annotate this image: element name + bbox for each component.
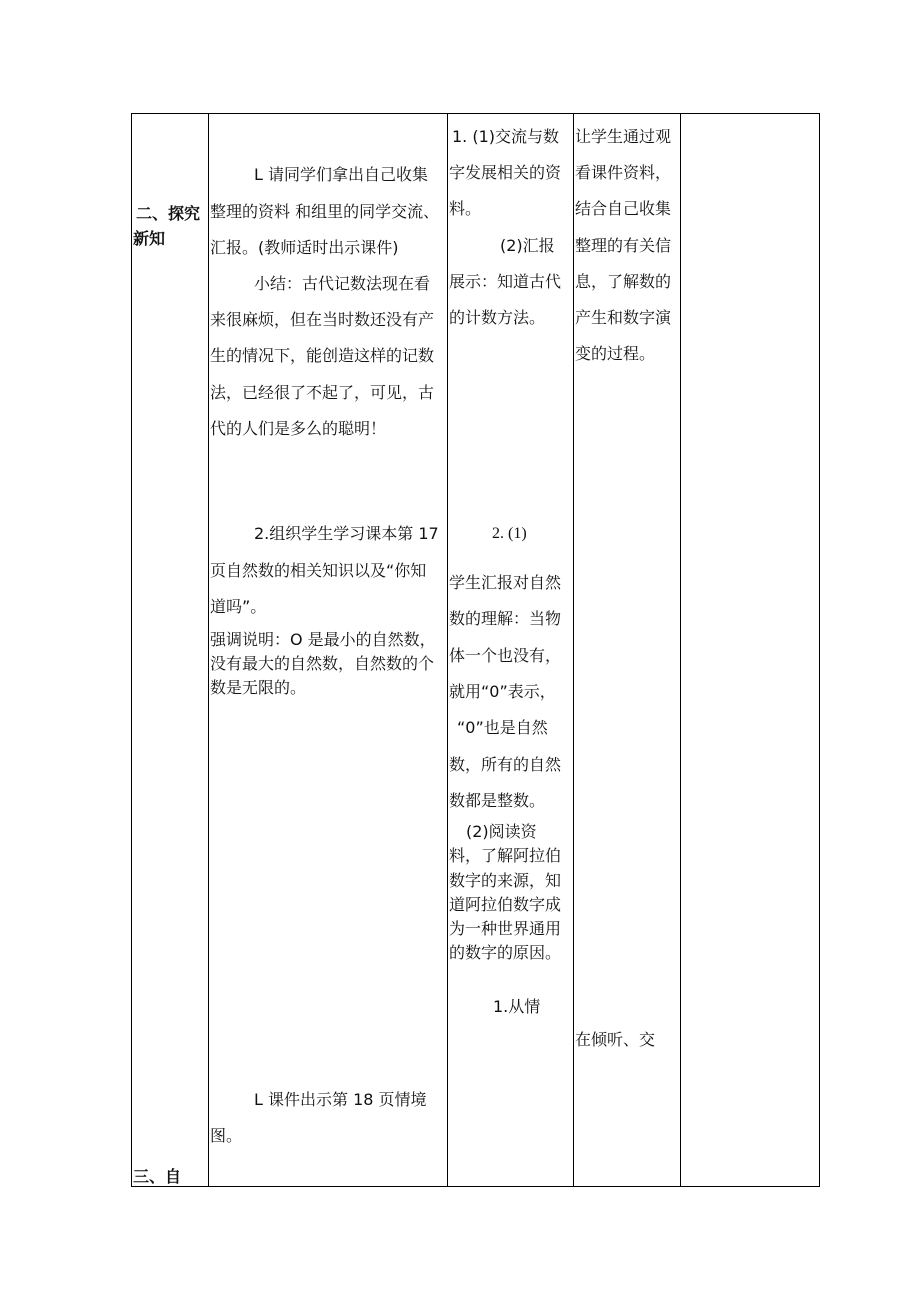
- col-border-1: [208, 113, 209, 1187]
- col-border-3: [573, 113, 574, 1187]
- col-border-left: [131, 113, 132, 1187]
- teacher-summary-line: 代的人们是多么的聪明！: [210, 419, 387, 438]
- teacher-p3-line: L 课件出示第 18 页情境: [254, 1090, 427, 1109]
- teacher-summary-line: 生的情况下，能创造这样的记数: [210, 346, 435, 365]
- student-s2b-line: 数字的来源，知: [449, 871, 562, 890]
- student-s2-line: 数的理解：当物: [449, 609, 562, 628]
- student-s2-line: 学生汇报对自然: [449, 573, 562, 592]
- student-s1-line: 料。: [449, 199, 482, 218]
- teacher-p3-line: 图。: [210, 1126, 243, 1145]
- student-s1-line: 字发展相关的资: [449, 163, 562, 182]
- col-border-4: [680, 113, 681, 1187]
- intent-line: 息，了解数的: [575, 272, 672, 291]
- student-s2b-line: 的数字的原因。: [449, 943, 562, 962]
- intent-line: 整理的有关信: [575, 236, 672, 255]
- intent-line: 结合自己收集: [575, 199, 672, 218]
- student-s2-line: 体一个也没有，: [449, 646, 562, 665]
- teacher-p1-line: 整理的资料 和组里的同学交流、: [210, 202, 440, 221]
- teacher-p2-line: 页自然数的相关知识以及“你知: [210, 561, 427, 580]
- student-s2b-line: (2)阅读资: [466, 822, 537, 841]
- intent-line: 变的过程。: [575, 344, 656, 363]
- teacher-summary-line: 法，已经很了不起了，可见，古: [210, 383, 435, 402]
- teacher-emphasis-line: 数是无限的。: [210, 678, 307, 697]
- student-s1b-line: (2)汇报: [500, 236, 555, 255]
- col-border-right: [819, 113, 820, 1187]
- student-s2-line: 数，所有的自然: [449, 755, 562, 774]
- table-top-border: [131, 113, 820, 114]
- teacher-summary-line: 小结：古代记数法现在看: [254, 274, 431, 293]
- intent-line: 让学生通过观: [575, 127, 672, 146]
- teacher-summary-line: 来很麻烦，但在当时数还没有产: [210, 310, 435, 329]
- student-s2b-line: 料，了解阿拉伯: [449, 846, 562, 865]
- student-s2-head: 2. (1): [492, 525, 527, 542]
- student-s1b-line: 展示：知道古代: [449, 272, 562, 291]
- col-border-2: [447, 113, 448, 1187]
- teacher-p2-line: 2.组织学生学习课本第 17: [254, 524, 439, 543]
- student-s3-head: 1.从情: [493, 997, 541, 1016]
- student-s1b-line: 的计数方法。: [449, 308, 546, 327]
- intent-2: 在倾听、交: [575, 1030, 656, 1049]
- intent-line: 看课件资料，: [575, 163, 672, 182]
- stage-explore-line2: 新知: [133, 229, 166, 248]
- teacher-p1-line: L 请同学们拿出自己收集: [254, 165, 429, 184]
- intent-line: 产生和数字演: [575, 308, 672, 327]
- teacher-emphasis-line: 没有最大的自然数，自然数的个: [210, 654, 435, 673]
- stage-explore-line1: 二、探究: [136, 204, 201, 223]
- teacher-p1-line: 汇报。(教师适时出示课件): [210, 238, 399, 257]
- stage-self-line1: 三、自: [133, 1167, 182, 1186]
- student-s1-line: 1. (1)交流与数: [452, 127, 560, 146]
- student-s2b-line: 道阿拉伯数字成: [449, 895, 562, 914]
- student-s2-line: “0”也是自然: [457, 718, 548, 737]
- table-bottom-border: [131, 1186, 820, 1187]
- teacher-p2-line: 道吗”。: [210, 597, 267, 616]
- student-s2b-line: 为一种世界通用: [449, 919, 562, 938]
- student-s2-line: 数都是整数。: [449, 791, 546, 810]
- teacher-emphasis-line: 强调说明：O 是最小的自然数，: [210, 630, 436, 649]
- student-s2-line: 就用“0”表示，: [449, 682, 556, 701]
